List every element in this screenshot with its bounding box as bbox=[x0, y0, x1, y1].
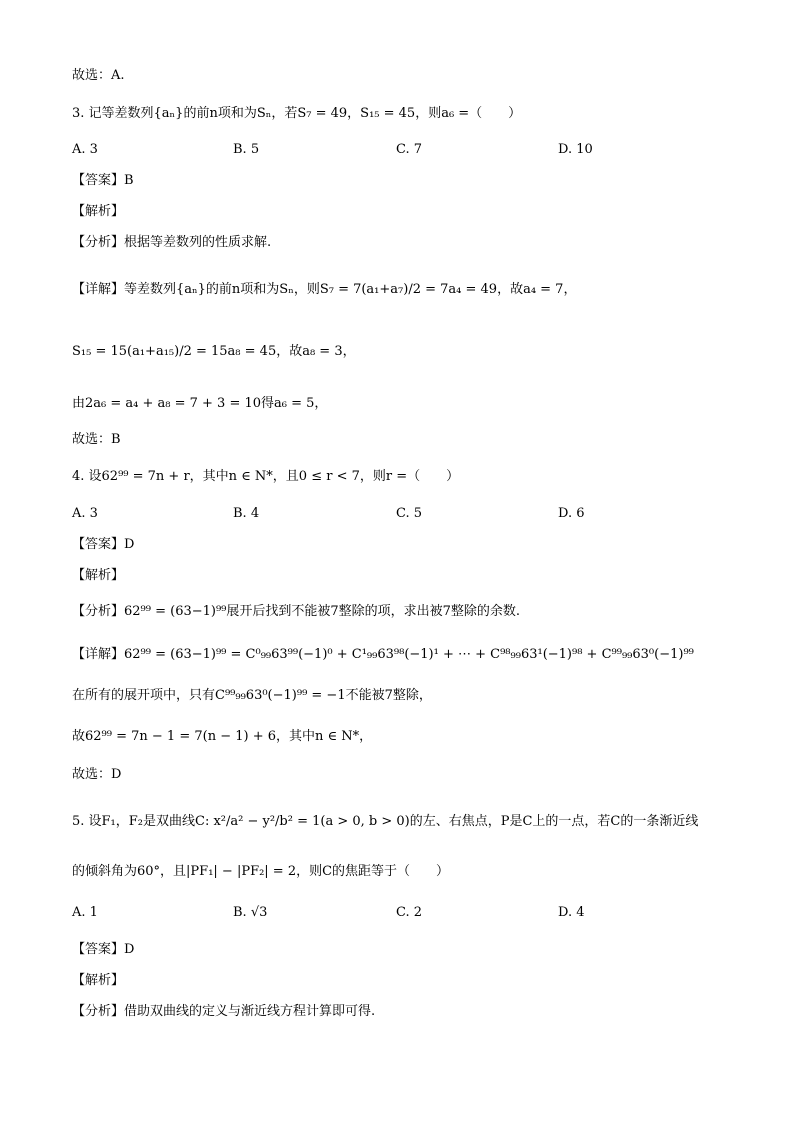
q4-detail-2: 在所有的展开项中，只有C⁹⁹₉₉63⁰(−1)⁹⁹ = −1不能被7整除， bbox=[72, 688, 432, 703]
q5-option-a: A. 1 bbox=[72, 905, 98, 920]
q4-option-d: D. 6 bbox=[558, 506, 585, 521]
q3-detail-2: S₁₅ = 15(a₁+a₁₅)/2 = 15a₈ = 45，故a₈ = 3， bbox=[72, 344, 356, 359]
q4-option-c: C. 5 bbox=[396, 506, 423, 521]
q3-option-c: C. 7 bbox=[396, 142, 423, 157]
q5-fenxi: 【分析】借助双曲线的定义与渐近线方程计算即可得. bbox=[72, 1004, 376, 1019]
q3-analysis-title: 【解析】 bbox=[72, 204, 125, 219]
q3-answer-line: 故选：B bbox=[72, 432, 121, 447]
q3-fenxi: 【分析】根据等差数列的性质求解. bbox=[72, 235, 272, 250]
q4-detail-1: 【详解】62⁹⁹ = (63−1)⁹⁹ = C⁰₉₉63⁹⁹(−1)⁰ + C¹₉₉63⁹⁸(−1)¹ + ⋯ + C⁹⁸₉₉63¹(−1)⁹⁸ + C⁹⁹₉₉63⁰(−1)⁹⁹ bbox=[72, 647, 694, 662]
q4-detail-3: 故62⁹⁹ = 7n − 1 = 7(n − 1) + 6，其中n ∈ N*， bbox=[72, 729, 373, 744]
q3-option-a: A. 3 bbox=[72, 142, 98, 157]
q5-stem-1: 5. 设F₁，F₂是双曲线C: x²/a² − y²/b² = 1(a > 0, b > 0)的左、右焦点，P是C上的一点，若C的一条渐近线 bbox=[72, 814, 699, 829]
q2-answer-line: 故选：A. bbox=[72, 68, 125, 83]
q4-fenxi: 【分析】62⁹⁹ = (63−1)⁹⁹展开后找到不能被7整除的项，求出被7整除的余数. bbox=[72, 604, 521, 619]
q5-answer: 【答案】D bbox=[72, 942, 135, 957]
q3-detail-3: 由2a₆ = a₄ + a₈ = 7 + 3 = 10得a₆ = 5， bbox=[72, 396, 328, 411]
q5-stem-2: 的倾斜角为60°，且|PF₁| − |PF₂| = 2，则C的焦距等于（ ） bbox=[72, 864, 450, 879]
q3-detail-1: 【详解】等差数列{aₙ}的前n项和为Sₙ，则S₇ = 7(a₁+a₇)/2 = 7a₄ = 49，故a₄ = 7， bbox=[72, 282, 577, 297]
q3-answer: 【答案】B bbox=[72, 173, 134, 188]
q5-option-b: B. √3 bbox=[233, 905, 268, 920]
q4-stem: 4. 设62⁹⁹ = 7n + r，其中n ∈ N*，且0 ≤ r < 7，则r =（ ） bbox=[72, 469, 460, 484]
q5-analysis-title: 【解析】 bbox=[72, 973, 125, 988]
q5-option-d: D. 4 bbox=[558, 905, 585, 920]
q4-analysis-title: 【解析】 bbox=[72, 568, 125, 583]
q4-option-b: B. 4 bbox=[233, 506, 260, 521]
q3-stem: 3. 记等差数列{aₙ}的前n项和为Sₙ，若S₇ = 49，S₁₅ = 45，则a₆ =（ ） bbox=[72, 106, 522, 121]
q4-option-a: A. 3 bbox=[72, 506, 98, 521]
q4-answer: 【答案】D bbox=[72, 537, 135, 552]
q3-option-d: D. 10 bbox=[558, 142, 593, 157]
q5-option-c: C. 2 bbox=[396, 905, 423, 920]
q4-answer-line: 故选：D bbox=[72, 767, 122, 782]
q3-option-b: B. 5 bbox=[233, 142, 260, 157]
